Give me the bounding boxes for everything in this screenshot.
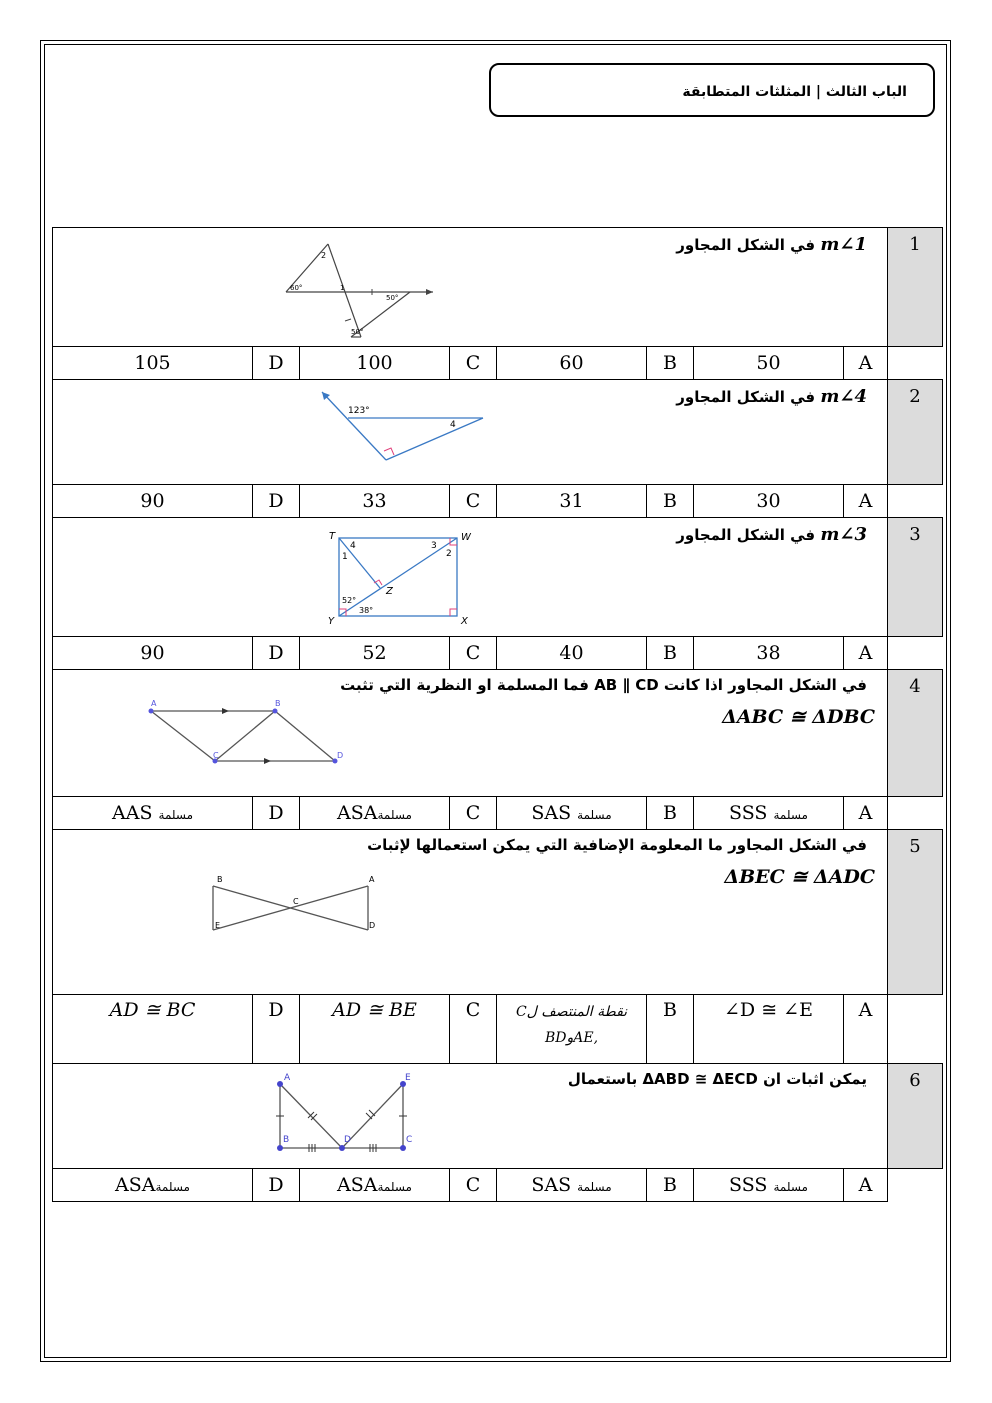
fig1-label-60: 60° (290, 284, 303, 292)
fig5-label-d: D (369, 921, 376, 930)
question-6-text: يمكن اثبات ان ΔABD ≅ ΔECD باستعمال (567, 1070, 867, 1088)
question-5-options (53, 995, 943, 1064)
q4-option-b[interactable]: SAS مسلمة (497, 797, 647, 830)
q3-empty (888, 637, 943, 670)
question-5-congruence: ΔBEC ≅ ΔADC (724, 866, 875, 888)
q6-letter-a: A (844, 1169, 888, 1202)
q5-option-c[interactable]: AD ≅ BE (300, 995, 450, 1064)
q4-letter-a: A (844, 797, 888, 830)
q3-letter-d: D (253, 637, 300, 670)
q2-option-b[interactable]: 31 (497, 485, 647, 518)
question-4-stem (53, 670, 888, 797)
question-2-text: m∠4 في الشكل المجاور (676, 386, 867, 407)
q5-letter-b: B (647, 995, 694, 1064)
question-1-stem-row (53, 228, 943, 347)
q3-option-b[interactable]: 40 (497, 637, 647, 670)
q1-letter-b: B (647, 347, 694, 380)
q5-option-b[interactable]: Cنقطة المنتصف ل BDوAE, (497, 995, 647, 1064)
q1-letter-d: D (253, 347, 300, 380)
question-4-congruence: ΔABC ≅ ΔDBC (722, 706, 875, 728)
q3-option-d[interactable]: 90 (53, 637, 253, 670)
q3-letter-a: A (844, 637, 888, 670)
q4-empty (888, 797, 943, 830)
q2-letter-b: B (647, 485, 694, 518)
chapter-title: الباب الثالث | المثلثات المتطابقة (682, 84, 907, 100)
q1-letter-c: C (450, 347, 497, 380)
q2-letter-a: A (844, 485, 888, 518)
question-2-figure (318, 388, 518, 478)
q6-option-b[interactable]: SAS مسلمة (497, 1169, 647, 1202)
q1-option-c[interactable]: 100 (300, 347, 450, 380)
q5-letter-a: A (844, 995, 888, 1064)
fig6-label-b: B (283, 1135, 290, 1145)
question-6-number: 6 (888, 1064, 943, 1169)
fig3-label-1: 1 (342, 552, 348, 562)
q3-letter-c: C (450, 637, 497, 670)
question-1-stem (53, 228, 888, 347)
question-2-stem-row (53, 380, 943, 485)
fig2-label-4: 4 (450, 420, 456, 430)
q5-letter-d: D (253, 995, 300, 1064)
q6-empty (888, 1169, 943, 1202)
chapter-title-box (489, 63, 935, 117)
fig2-label-123: 123° (348, 406, 370, 416)
q3-option-a[interactable]: 38 (694, 637, 844, 670)
q4-option-a[interactable]: SSS مسلمة (694, 797, 844, 830)
question-6-options (53, 1169, 943, 1202)
question-4-stem-row (53, 670, 943, 797)
question-3-text: m∠3 في الشكل المجاور (676, 524, 867, 545)
q1-option-a[interactable]: 50 (694, 347, 844, 380)
fig3-label-y: Y (328, 616, 335, 627)
q6-letter-c: C (450, 1169, 497, 1202)
fig3-label-2: 2 (446, 549, 452, 559)
q4-option-d[interactable]: AAS مسلمة (53, 797, 253, 830)
fig3-label-t: T (329, 531, 336, 542)
question-4-figure (143, 698, 363, 778)
question-6-stem (53, 1064, 888, 1169)
q2-empty (888, 485, 943, 518)
q6-letter-b: B (647, 1169, 694, 1202)
question-2-options (53, 485, 943, 518)
fig1-label-2: 2 (321, 251, 327, 260)
q3-letter-b: B (647, 637, 694, 670)
q4-letter-d: D (253, 797, 300, 830)
question-4-text: في الشكل المجاور اذا كانت AB ∥ CD فما المسلمة او النظرية التي تثبت (340, 676, 867, 694)
q3-option-c[interactable]: 52 (300, 637, 450, 670)
question-3-options (53, 637, 943, 670)
q4-letter-b: B (647, 797, 694, 830)
question-6-stem-row (53, 1064, 943, 1169)
question-5-stem (53, 830, 888, 995)
fig4-label-d: D (337, 751, 344, 760)
q2-option-d[interactable]: 90 (53, 485, 253, 518)
q5-letter-c: C (450, 995, 497, 1064)
fig5-label-b: B (217, 875, 223, 884)
q4-option-c[interactable]: ASAمسلمة (300, 797, 450, 830)
fig6-label-a: A (284, 1073, 291, 1083)
question-5-figure (203, 874, 393, 944)
fig3-label-w: W (461, 532, 471, 543)
q6-option-d[interactable]: ASAمسلمة (53, 1169, 253, 1202)
fig3-label-x: X (461, 616, 468, 627)
fig1-label-50b: 50° (351, 328, 364, 336)
q1-option-b[interactable]: 60 (497, 347, 647, 380)
fig3-label-3: 3 (431, 541, 437, 551)
question-2-stem (53, 380, 888, 485)
question-3-stem (53, 518, 888, 637)
question-5-stem-row (53, 830, 943, 995)
question-5-number: 5 (888, 830, 943, 995)
q6-option-c[interactable]: ASAمسلمة (300, 1169, 450, 1202)
fig4-label-b: B (275, 699, 281, 708)
question-4-number: 4 (888, 670, 943, 797)
fig6-label-c: C (406, 1135, 413, 1145)
fig3-label-52: 52° (342, 596, 357, 605)
fig3-label-z: Z (386, 586, 393, 597)
question-3-number: 3 (888, 518, 943, 637)
fig1-label-1: 1 (340, 284, 345, 292)
fig4-label-c: C (213, 751, 219, 760)
question-5-text: في الشكل المجاور ما المعلومة الإضافية التي يمكن استعمالها لإثبات (367, 836, 867, 854)
question-1-figure (278, 240, 448, 340)
q6-option-a[interactable]: SSS مسلمة (694, 1169, 844, 1202)
fig4-label-a: A (151, 699, 157, 708)
question-1-number: 1 (888, 228, 943, 347)
q2-option-c[interactable]: 33 (300, 485, 450, 518)
fig5-label-a: A (369, 875, 375, 884)
question-3-figure (325, 528, 485, 628)
q1-letter-a: A (844, 347, 888, 380)
fig1-label-50a: 50° (386, 294, 399, 302)
q1-option-d[interactable]: 105 (53, 347, 253, 380)
question-4-options (53, 797, 943, 830)
question-3-stem-row (53, 518, 943, 637)
fig6-label-e: E (405, 1073, 411, 1083)
q6-letter-d: D (253, 1169, 300, 1202)
q1-empty (888, 347, 943, 380)
questions-table (52, 227, 943, 1202)
fig5-label-e: E (215, 921, 221, 930)
fig5-label-c: C (293, 897, 299, 906)
fig6-label-d: D (344, 1135, 351, 1145)
q2-letter-c: C (450, 485, 497, 518)
q4-letter-c: C (450, 797, 497, 830)
q5-empty (888, 995, 943, 1064)
fig3-label-38: 38° (359, 606, 374, 615)
q2-letter-d: D (253, 485, 300, 518)
question-6-figure (268, 1070, 428, 1160)
question-1-options (53, 347, 943, 380)
question-1-text: m∠1 في الشكل المجاور (676, 234, 867, 255)
q5-option-a[interactable]: ∠D ≅ ∠E (694, 995, 844, 1064)
question-2-number: 2 (888, 380, 943, 485)
fig3-label-4: 4 (350, 541, 356, 551)
q2-option-a[interactable]: 30 (694, 485, 844, 518)
q5-option-d[interactable]: AD ≅ BC (53, 995, 253, 1064)
